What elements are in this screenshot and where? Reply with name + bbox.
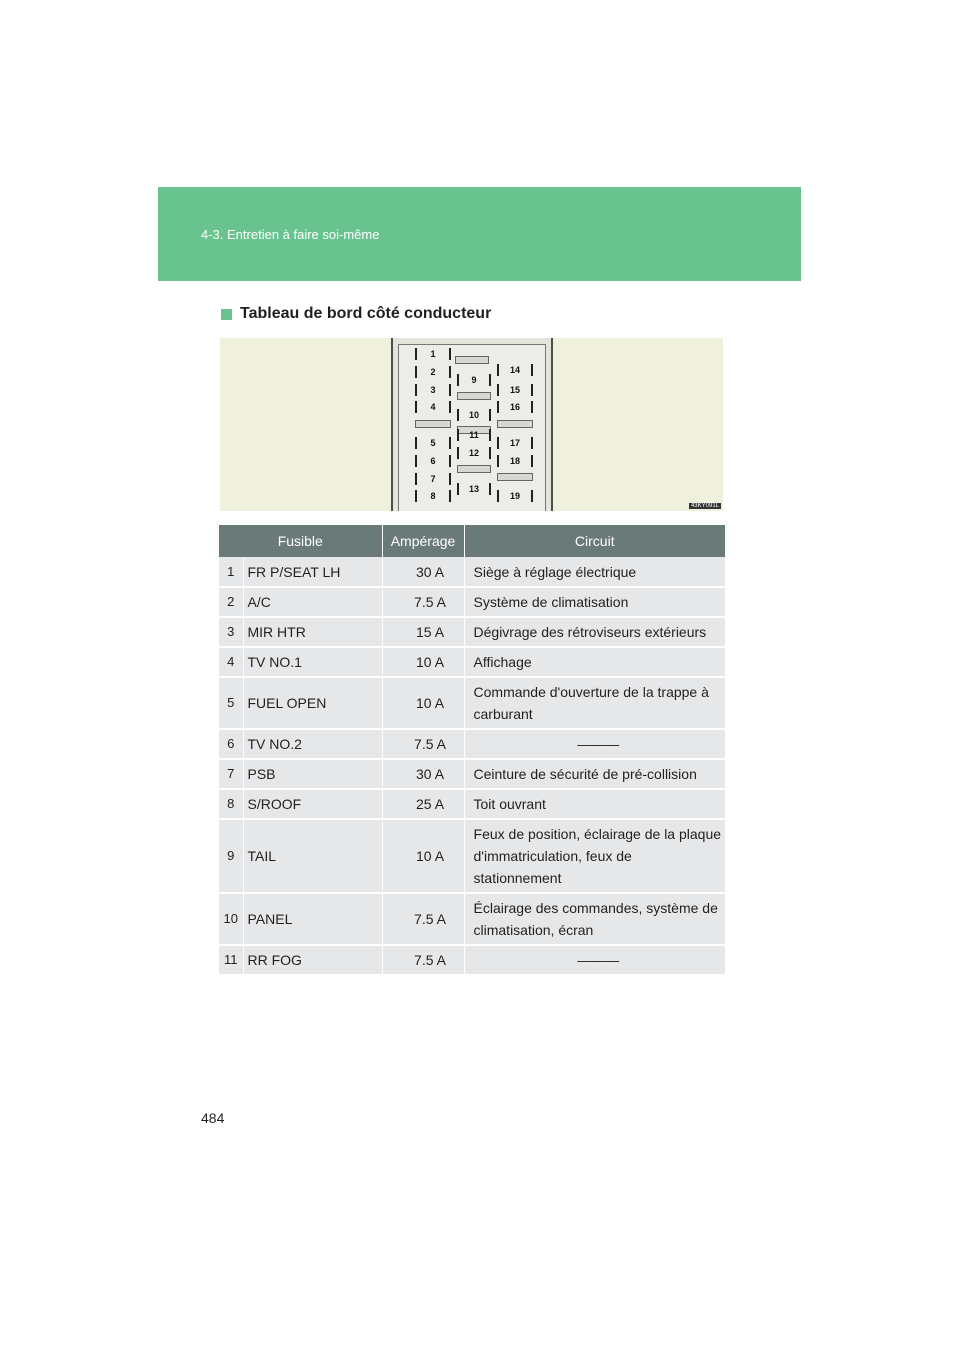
fuse-label: 9	[457, 374, 491, 386]
fuse-number: 10	[219, 893, 243, 945]
fuse-circuit: Dégivrage des rétroviseurs extérieurs	[464, 617, 725, 647]
fuse-label: 12	[457, 447, 491, 459]
fuse-label: 14	[497, 364, 533, 376]
fuse-circuit: Affichage	[464, 647, 725, 677]
fuse-amperage: 10 A	[382, 677, 464, 729]
fuse-number: 9	[219, 819, 243, 893]
fuse-name: FUEL OPEN	[243, 677, 382, 729]
fuse-circuit: Système de climatisation	[464, 587, 725, 617]
table-row	[219, 789, 725, 819]
fuse-amperage: 30 A	[382, 557, 464, 587]
figure-code: 43KY091L	[690, 503, 719, 509]
header-amperage: Ampérage	[382, 525, 464, 557]
fuse-label: 8	[415, 490, 451, 502]
fuse-circuit: Éclairage des commandes, système de climatisation, écran	[464, 893, 725, 945]
table-row	[219, 587, 725, 617]
table-header-row	[219, 525, 725, 557]
fuse-number: 6	[219, 729, 243, 759]
fuse-amperage: 7.5 A	[382, 729, 464, 759]
fuse-name: PSB	[243, 759, 382, 789]
empty-slot	[457, 392, 491, 400]
empty-slot	[415, 420, 451, 428]
table-row	[219, 677, 725, 729]
fuse-number: 8	[219, 789, 243, 819]
fuse-circuit: Toit ouvrant	[464, 789, 725, 819]
fuse-circuit: Siège à réglage électrique	[464, 557, 725, 587]
fuse-label: 15	[497, 384, 533, 396]
fuse-label: 19	[497, 490, 533, 502]
empty-slot	[455, 356, 489, 364]
fuse-label: 2	[415, 366, 451, 378]
bullet-square-icon	[221, 309, 232, 320]
fuse-amperage: 30 A	[382, 759, 464, 789]
fuse-number: 5	[219, 677, 243, 729]
fuse-amperage: 7.5 A	[382, 893, 464, 945]
fuse-name: TV NO.2	[243, 729, 382, 759]
fuse-box-illustration	[220, 338, 723, 511]
fuse-label: 6	[415, 455, 451, 467]
fuse-number: 2	[219, 587, 243, 617]
fuse-name: S/ROOF	[243, 789, 382, 819]
fuse-name: A/C	[243, 587, 382, 617]
fuse-amperage: 7.5 A	[382, 587, 464, 617]
fuse-circuit: ———	[464, 945, 725, 975]
header-circuit: Circuit	[464, 525, 725, 557]
fuse-circuit: ———	[464, 729, 725, 759]
fuse-label: 1	[415, 348, 451, 360]
fuse-table	[219, 525, 725, 976]
table-row	[219, 759, 725, 789]
fuse-amperage: 10 A	[382, 647, 464, 677]
table-row	[219, 893, 725, 945]
fuse-amperage: 7.5 A	[382, 945, 464, 975]
fuse-label: 13	[457, 483, 491, 495]
fuse-name: PANEL	[243, 893, 382, 945]
fuse-number: 7	[219, 759, 243, 789]
fuse-label: 18	[497, 455, 533, 467]
empty-slot	[497, 420, 533, 428]
fuse-label: 7	[415, 473, 451, 485]
table-row	[219, 945, 725, 975]
fuse-number: 1	[219, 557, 243, 587]
fuse-label: 11	[457, 429, 491, 441]
header-fusible: Fusible	[219, 525, 382, 557]
fuse-label: 16	[497, 401, 533, 413]
heading-text: Tableau de bord côté conducteur	[240, 305, 492, 322]
fuse-name: TAIL	[243, 819, 382, 893]
table-row	[219, 557, 725, 587]
fuse-label: 10	[457, 409, 491, 421]
fuse-number: 11	[219, 945, 243, 975]
section-header-band	[158, 187, 801, 281]
fuse-circuit: Feux de position, éclairage de la plaque d'immatriculation, feux de stationnement	[464, 819, 725, 893]
fuse-number: 3	[219, 617, 243, 647]
fuse-label: 5	[415, 437, 451, 449]
fuse-label: 17	[497, 437, 533, 449]
fuse-circuit: Ceinture de sécurité de pré-collision	[464, 759, 725, 789]
section-title: 4-3. Entretien à faire soi-même	[201, 227, 380, 242]
fuse-number: 4	[219, 647, 243, 677]
fuse-panel	[391, 338, 553, 511]
empty-slot	[457, 465, 491, 473]
fuse-amperage: 25 A	[382, 789, 464, 819]
fuse-circuit: Commande d'ouverture de la trappe à carburant	[464, 677, 725, 729]
fuse-name: RR FOG	[243, 945, 382, 975]
fuse-label: 3	[415, 384, 451, 396]
table-row	[219, 647, 725, 677]
fuse-name: FR P/SEAT LH	[243, 557, 382, 587]
fuse-amperage: 15 A	[382, 617, 464, 647]
table-row	[219, 729, 725, 759]
fuse-name: MIR HTR	[243, 617, 382, 647]
fuse-label: 4	[415, 401, 451, 413]
table-row	[219, 617, 725, 647]
empty-slot	[497, 473, 533, 481]
subsection-heading	[221, 305, 491, 323]
fuse-name: TV NO.1	[243, 647, 382, 677]
page-number: 484	[201, 1110, 225, 1126]
fuse-amperage: 10 A	[382, 819, 464, 893]
table-row	[219, 819, 725, 893]
